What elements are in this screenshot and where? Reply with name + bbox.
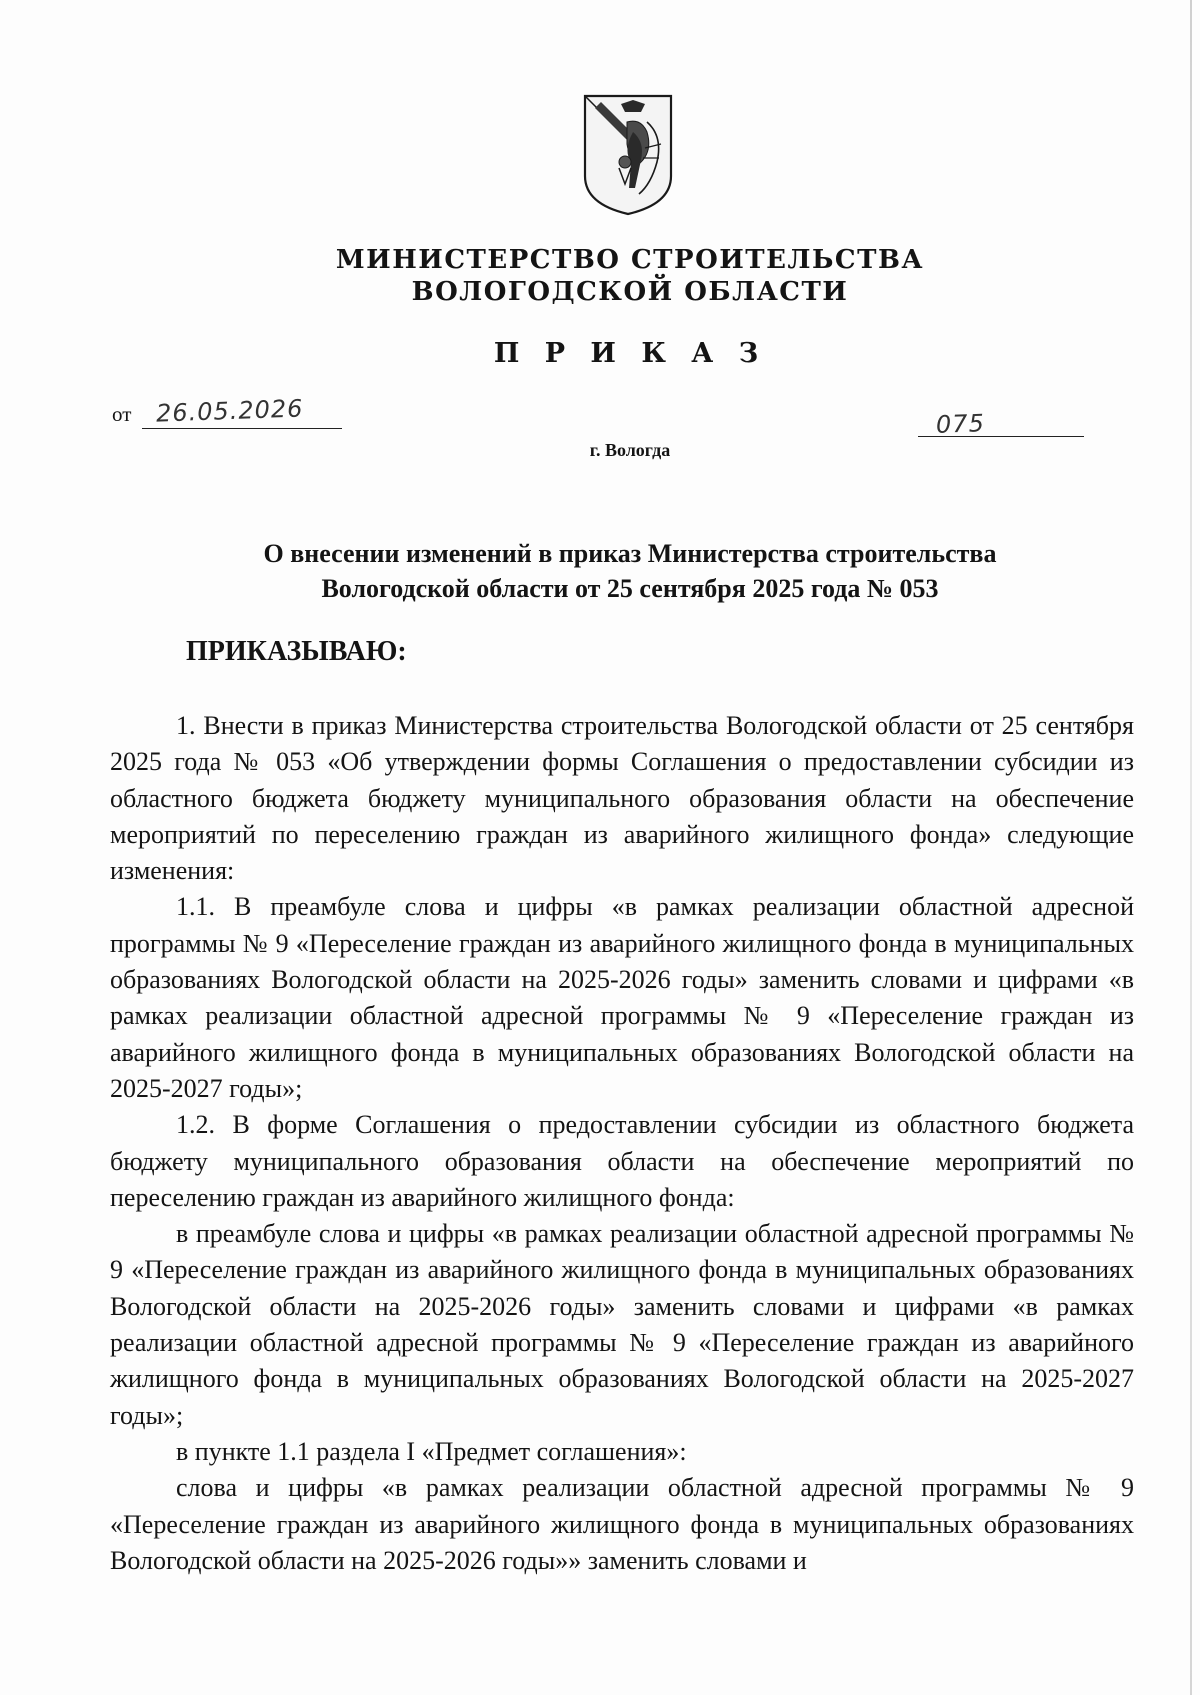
date-prefix: от (112, 402, 132, 426)
paragraph-words: слова и цифры «в рамках реализации областной адресной программы № 9 «Переселение граждан из аварийного жилищного фонда в муниципальных образованиях Вологодской области на 2025-2026 годы»» заменить словами и (110, 1473, 1134, 1575)
document-date: 26.05.2026 (155, 394, 304, 428)
paragraph-1-1: 1.1. В преамбуле слова и цифры «в рамках реализации областной адресной программы № 9 «Переселение граждан из аварийного жилищного фонда в муниципальных образованиях Вологодской области на 2025-2026 годы» заменить словами и цифрами «в рамках реализации областной адресной программы № 9 «Переселение граждан из аварийного жилищного фонда в муниципальных образованиях Вологодской области на 2025-2027 годы»; (110, 892, 1134, 1103)
document-body (110, 708, 1134, 1579)
ministry-name-line1: МИНИСТЕРСТВО СТРОИТЕЛЬСТВА (335, 245, 925, 275)
document-type-title: П Р И К А З (493, 338, 767, 369)
document-number: 075 (935, 409, 986, 439)
paragraph-section-ref: в пункте 1.1 раздела I «Предмет соглашения»: (176, 1436, 687, 1466)
order-heading: ПРИКАЗЫВАЮ: (186, 636, 407, 667)
date-underline (142, 428, 342, 429)
subject-line2: Вологодской области от 25 сентября 2025 года № 053 (321, 574, 939, 603)
paragraph-1-2: 1.2. В форме Соглашения о предоставлении субсидии из областного бюджета бюджету муниципального образования области на обеспечение мероприятий по переселению граждан из аварийного жилищного фонда: (110, 1110, 1134, 1212)
paragraph-preamble: в преамбуле слова и цифры «в рамках реализации областной адресной программы № 9 «Переселение граждан из аварийного жилищного фонда в муниципальных образованиях Вологодской области на 2025-2026 годы» заменить словами и цифрами «в рамках реализации областной адресной программы № 9 «Переселение граждан из аварийного жилищного фонда в муниципальных образованиях Вологодской области на 2025-2027 годы»; (110, 1219, 1134, 1430)
subject-line1: О внесении изменений в приказ Министерства строительства (263, 539, 997, 568)
paragraph-1: 1. Внести в приказ Министерства строительства Вологодской области от 25 сентября 2025 года № 053 «Об утверждении формы Соглашения о предоставлении субсидии из областного бюджета бюджету муниципального образования области на обеспечение мероприятий по переселению граждан из аварийного жилищного фонда» следующие изменения: (110, 711, 1134, 886)
city: г. Вологда (589, 440, 671, 460)
ministry-name-line2: ВОЛОГОДСКОЙ ОБЛАСТИ (411, 277, 849, 307)
coat-of-arms-icon (581, 92, 675, 218)
